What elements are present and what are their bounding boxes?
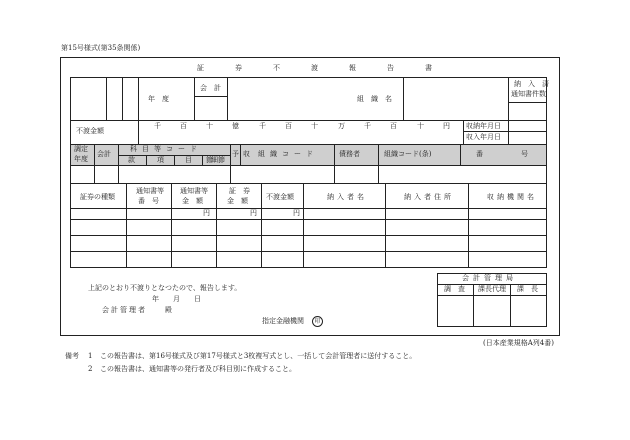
th-shurui: 証券の種類 (80, 193, 115, 201)
date-line: 年 月 日 (152, 295, 201, 303)
th-tsuchi-no: 番 号 (138, 197, 159, 205)
th-shoken: 金 額 (227, 197, 248, 205)
bank-label: 指定金融機関 (262, 317, 304, 325)
title-char: 報 (349, 64, 356, 72)
chotei-label: 年度 (74, 155, 88, 163)
th-jusho: 納入者住所 (404, 193, 454, 201)
kamoku-code-label: 科目等コード (130, 145, 202, 153)
kacho-label: 課 長 (517, 285, 538, 293)
th-tsuchi-kin: 通知書等 (180, 187, 208, 195)
kanri-kyoku-label: 会計管理局 (462, 274, 517, 282)
th-shoken: 証 券 (229, 187, 250, 195)
notes-label: 備考 (65, 352, 79, 360)
note-text: この報告書は、第16号様式及び第17号様式と3枚複写式とし、一括して会計管理者に送付すること。 (100, 352, 417, 360)
saimusha-label: 債務者 (339, 150, 360, 158)
form-number: 第15号様式(第35条関係) (61, 44, 141, 52)
moku-label: 目 (185, 156, 192, 164)
chosa-label: 調 査 (444, 285, 465, 293)
th-nonyusha: 納入者名 (327, 193, 367, 201)
code-kaikei-label: 会計 (97, 150, 111, 158)
nonyu-zumi-label: 通知書件数 (511, 90, 546, 98)
yen-unit: 円 (250, 209, 257, 217)
standard-label: (日本産業規格A列4番) (483, 339, 554, 347)
th-fuwatari: 不渡金額 (266, 193, 294, 201)
soshiki-code-label: 組織コード (258, 150, 318, 158)
title-char: 書 (425, 64, 432, 72)
nonyu-zumi-label: 納 入 済 (514, 80, 549, 88)
ko-label: 項 (157, 156, 164, 164)
title-char: 券 (235, 64, 242, 72)
soshiki-code-ka-label: 組織コード(条) (384, 150, 432, 158)
setsu-label: 節 (206, 156, 213, 164)
soshiki-mei-label: 組 織 名 (357, 95, 392, 103)
saisetsu-label: 細節 (211, 156, 225, 164)
go-label: 号 (521, 150, 528, 158)
title-char: 渡 (311, 64, 318, 72)
nendo-label: 年 度 (148, 95, 169, 103)
seal-circle: 印 (312, 316, 323, 327)
shu-label: 収 (243, 150, 250, 158)
th-tsuchi-kin: 金 額 (182, 197, 203, 205)
title-char: 告 (387, 64, 394, 72)
title-char: 不 (273, 64, 280, 72)
statement-text: 上記のとおり不渡りとなつたので、報告します。 (88, 284, 242, 292)
fuwatari-kingaku-label: 不渡金額 (76, 127, 104, 135)
recv-date-label: 収入年月日 (466, 133, 501, 141)
title-char: 証 (197, 64, 204, 72)
kaikei-label: 会 計 (200, 84, 221, 92)
chotei-label: 調定 (74, 145, 88, 153)
th-tsuchi-no: 通知書等 (136, 187, 164, 195)
yen-unit: 円 (203, 209, 210, 217)
note-number: 1 (88, 352, 93, 360)
yo-label: 予 (232, 150, 239, 158)
yen-unit: 円 (293, 209, 300, 217)
ban-label: 番 (476, 150, 483, 158)
addressee-line: 会計管理者 殿 (102, 306, 174, 314)
th-kikan: 収納機関名 (487, 193, 537, 201)
note-text: この報告書は、通知書等の発行者及び科目別に作成すること。 (100, 365, 296, 373)
kan-label: 款 (128, 156, 135, 164)
note-number: 2 (88, 365, 93, 373)
recv-date-label: 収納年月日 (466, 122, 501, 130)
kacho-dairi-label: 課長代理 (478, 285, 506, 293)
